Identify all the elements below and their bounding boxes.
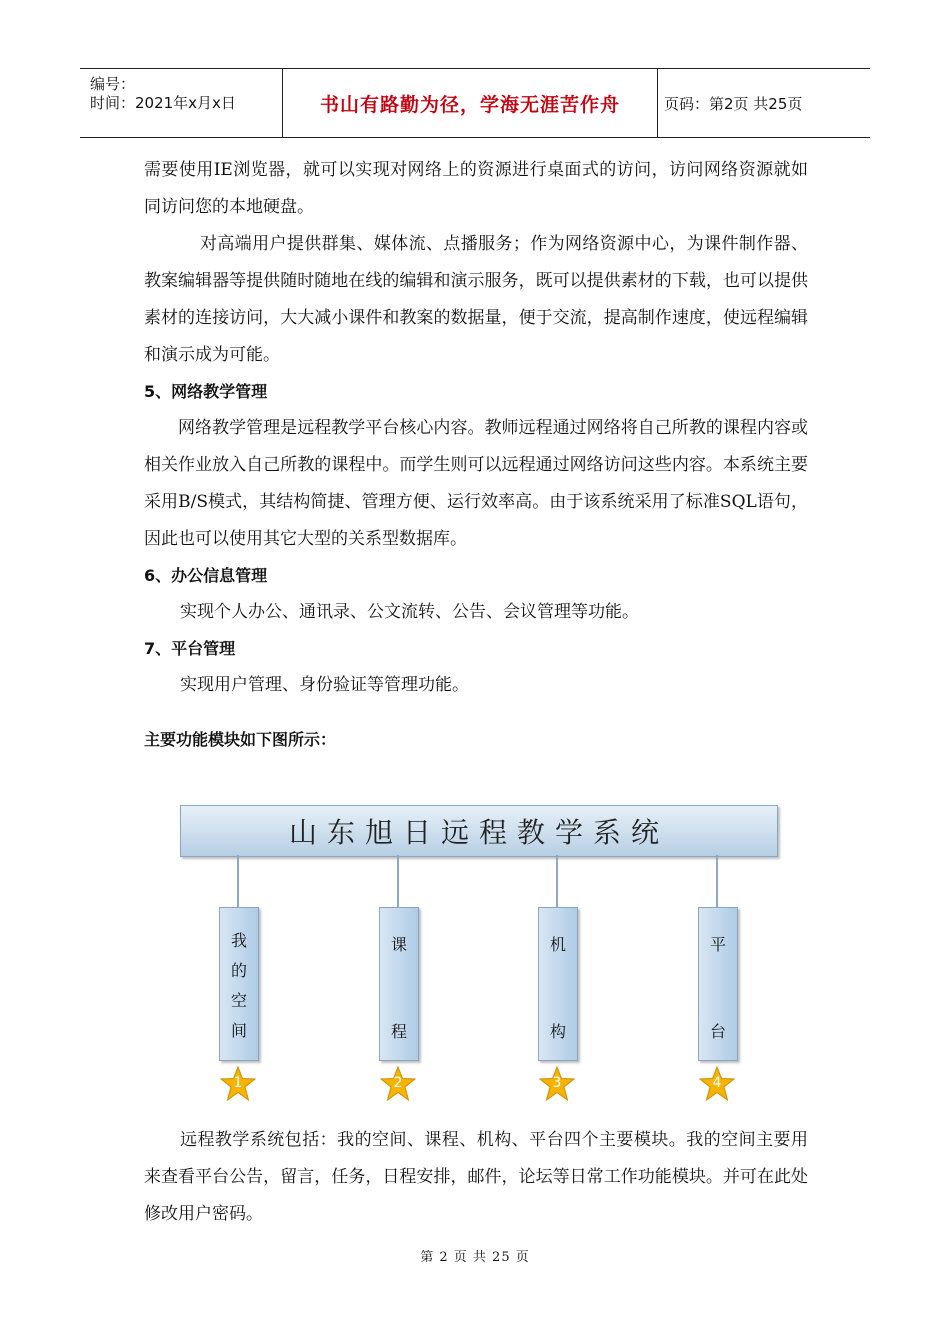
star-badge-number: 1 — [233, 1075, 243, 1091]
star-badge-number: 4 — [712, 1075, 722, 1091]
module-char: 台 — [709, 1022, 726, 1041]
module-char: 间 — [230, 1021, 247, 1040]
paragraph-ie-browser: 需要使用IE浏览器，就可以实现对网络上的资源进行桌面式的访问，访问网络资源就如同访问您的本地硬盘。 — [144, 160, 808, 217]
module-char: 的 — [230, 961, 247, 980]
connector-line — [556, 855, 558, 907]
page-footer: 第 2 页 共 25 页 — [420, 1250, 530, 1265]
body-content — [144, 152, 808, 758]
page-header — [80, 68, 870, 138]
modules-intro: 主要功能模块如下图所示： — [144, 730, 337, 749]
number-label: 编号： — [90, 75, 136, 93]
module-char: 构 — [549, 1022, 566, 1041]
paragraph-network-teaching: 网络教学管理是远程教学平台核心内容。教师远程通过网络将自己所教的课程内容或相关作业放入自己所教的课程中。而学生则可以远程通过网络访问这些内容。本系统主要采用B/S模式，其结构简捷、管理方便、运行效率高。由于该系统采用了标准SQL语句，因此也可以使用其它大型的关系型数据库。 — [144, 418, 808, 549]
summary-content — [144, 1122, 808, 1233]
connector-line — [237, 855, 239, 907]
module-char: 我 — [230, 931, 247, 950]
paragraph-high-end-users: 对高端用户提供群集、媒体流、点播服务；作为网络资源中心，为课件制作器、教案编辑器等提供随时随地在线的编辑和演示服务，既可以提供素材的下载，也可以提供素材的连接访问，大大减小课件和教案的数据量，便于交流，提高制作速度，使远程编辑和演示成为可能。 — [144, 234, 808, 365]
module-char: 空 — [230, 991, 247, 1010]
star-badge-icon — [220, 1066, 256, 1102]
header-motto: 书山有路勤为径，学海无涯苦作舟 — [282, 69, 658, 137]
paragraph-office-info: 实现个人办公、通讯录、公文流转、公告、会议管理等功能。 — [180, 602, 639, 622]
connector-line — [716, 855, 718, 907]
heading-office-info: 6、办公信息管理 — [144, 566, 268, 585]
star-badge-icon — [539, 1066, 575, 1102]
module-char: 机 — [549, 935, 566, 954]
star-badge-number: 3 — [552, 1075, 562, 1091]
header-meta-cell — [80, 69, 282, 137]
header-page-info: 页码：第2页 共25页 — [664, 94, 803, 113]
module-char: 程 — [390, 1022, 407, 1041]
paragraph-summary: 远程教学系统包括：我的空间、课程、机构、平台四个主要模块。我的空间主要用来查看平台公告，留言，任务，日程安排，邮件，论坛等日常工作功能模块。并可在此处修改用户密码。 — [144, 1130, 808, 1224]
module-courses — [379, 907, 419, 1061]
star-badge-number: 2 — [393, 1075, 403, 1091]
star-badge-icon — [699, 1066, 735, 1102]
star-badge-icon — [380, 1066, 416, 1102]
module-char: 平 — [709, 935, 726, 954]
system-title-box: 山东旭日远程教学系统 — [180, 805, 778, 857]
paragraph-platform: 实现用户管理、身份验证等管理功能。 — [180, 675, 469, 695]
heading-network-teaching: 5、网络教学管理 — [144, 382, 268, 401]
heading-platform: 7、平台管理 — [144, 639, 236, 658]
connector-line — [397, 855, 399, 907]
time-label: 时间：2021年x月x日 — [90, 94, 236, 112]
module-my-space — [219, 907, 259, 1061]
module-institutions — [538, 907, 578, 1061]
module-char: 课 — [390, 935, 407, 954]
module-platform — [698, 907, 738, 1061]
